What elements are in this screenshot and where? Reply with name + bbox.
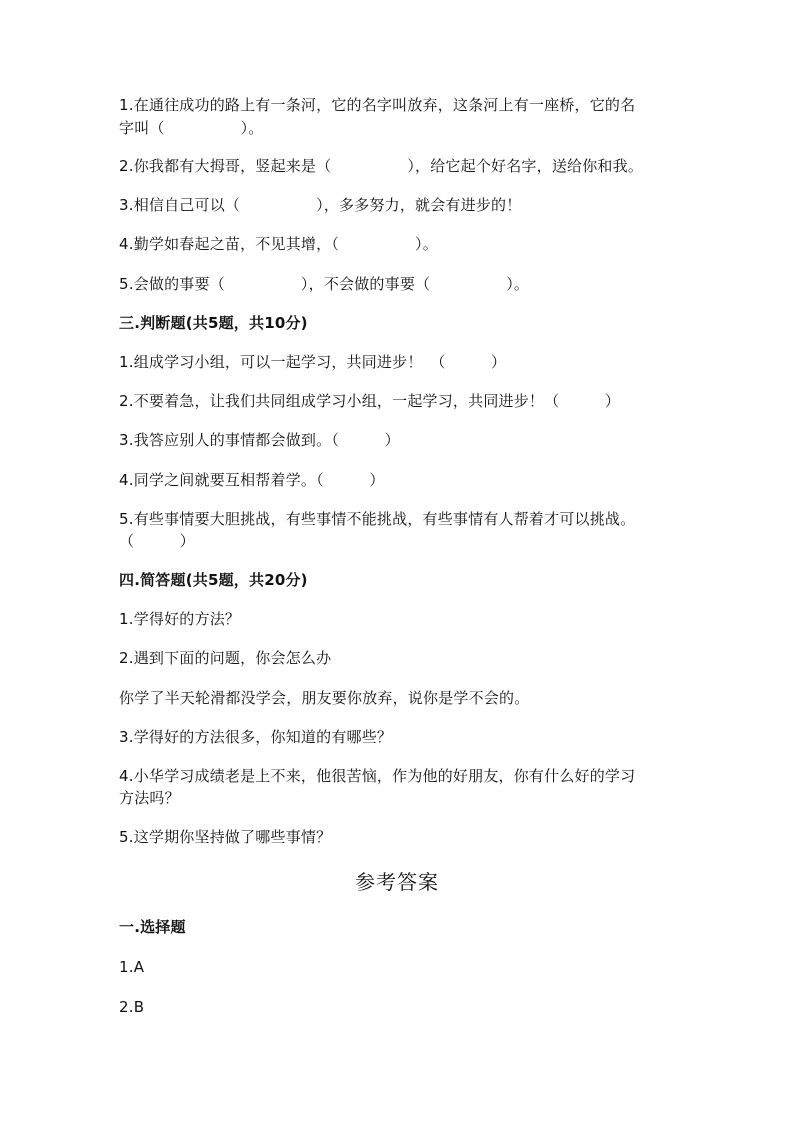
short-answer-question-5: 5.这学期你坚持做了哪些事情？	[119, 828, 332, 846]
short-answer-question-4-line-1: 4.小华学习成绩老是上不来，他很苦恼，作为他的好朋友，你有什么好的学习	[119, 767, 636, 785]
fill-in-question-1-line-1: 1.在通往成功的路上有一条河，它的名字叫放弃，这条河上有一座桥，它的名	[119, 96, 636, 114]
judgement-question-4: 4.同学之间就要互相帮着学。（ ）	[119, 471, 385, 489]
answer-section-1-heading: 一.选择题	[119, 918, 186, 936]
answer-1: 1.A	[119, 958, 145, 976]
judgement-question-5-line-1: 5.有些事情要大胆挑战，有些事情不能挑战，有些事情有人帮着才可以挑战。	[119, 510, 636, 528]
judgement-question-5-line-2: （ ）	[119, 532, 196, 550]
judgement-question-3: 3.我答应别人的事情都会做到。（ ）	[119, 431, 400, 449]
short-answer-question-2-detail: 你学了半天轮滑都没学会，朋友要你放弃，说你是学不会的。	[119, 689, 530, 707]
short-answer-section-heading: 四.简答题(共5题，共20分)	[119, 571, 308, 589]
judgement-question-2: 2.不要着急，让我们共同组成学习小组，一起学习，共同进步！（ ）	[119, 392, 621, 410]
short-answer-question-3: 3.学得好的方法很多，你知道的有哪些？	[119, 728, 393, 746]
answer-2: 2.B	[119, 998, 145, 1016]
fill-in-question-3: 3.相信自己可以（ ），多多努力，就会有进步的！	[119, 196, 522, 214]
judgement-section-heading: 三.判断题(共5题，共10分)	[119, 314, 308, 332]
short-answer-question-2: 2.遇到下面的问题，你会怎么办	[119, 649, 332, 667]
short-answer-question-4-line-2: 方法吗？	[119, 789, 180, 807]
short-answer-question-1: 1.学得好的方法？	[119, 610, 241, 628]
judgement-question-1: 1.组成学习小组，可以一起学习，共同进步！ （ ）	[119, 353, 507, 371]
fill-in-question-1-line-2: 字叫（ ）。	[119, 119, 264, 137]
fill-in-question-2: 2.你我都有大拇哥，竖起来是（ ），给它起个好名字，送给你和我。	[119, 157, 644, 175]
answer-key-title: 参考答案	[355, 870, 439, 894]
fill-in-question-4: 4.勤学如春起之苗，不见其增，（ ）。	[119, 235, 438, 253]
fill-in-question-5: 5.会做的事要（ ），不会做的事要（ ）。	[119, 275, 530, 293]
